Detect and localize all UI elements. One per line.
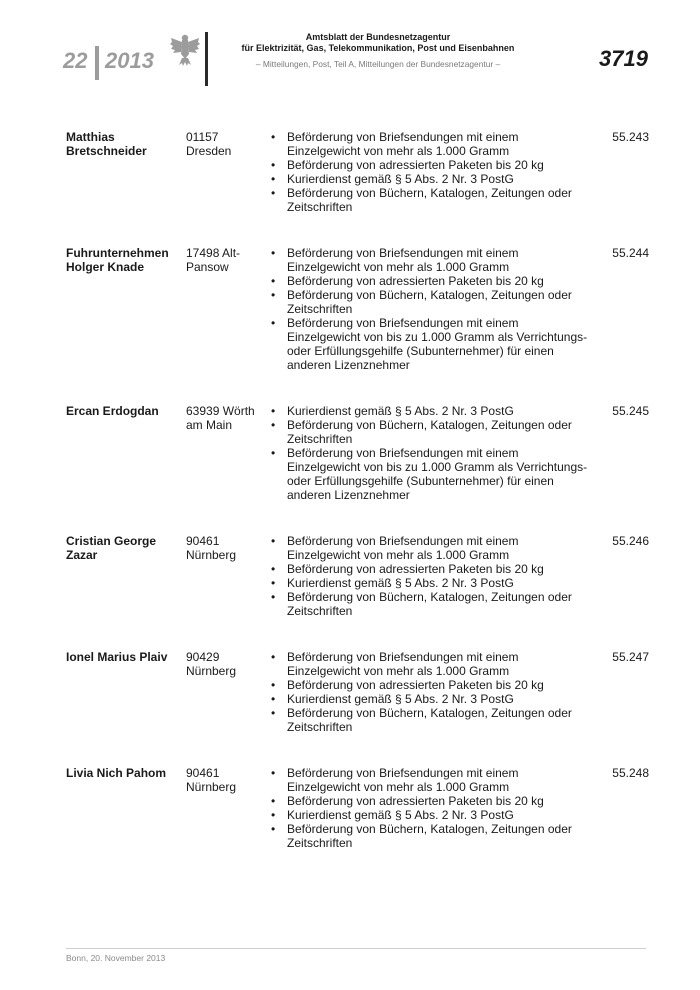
footer-date: Bonn, 20. November 2013 <box>66 953 166 963</box>
service-item: • Beförderung von Briefsendungen mit einem Einzelgewicht von mehr als 1.000 Gramm <box>269 650 589 678</box>
license-entry <box>66 766 656 850</box>
header-title-line2: für Elektrizität, Gas, Telekommunikation, Post und Eisenbahnen <box>241 43 515 53</box>
service-item: • Beförderung von Briefsendungen mit einem Einzelgewicht von bis zu 1.000 Gramm als Verrichtungs- oder Erfüllungsgehilfe (Subunternehmer) für einen anderen Lizenznehmer <box>269 316 589 372</box>
registration-number: 55.248 <box>612 766 649 780</box>
service-item: • Beförderung von adressierten Paketen bis 20 kg <box>269 678 589 692</box>
service-item: • Beförderung von Briefsendungen mit einem Einzelgewicht von mehr als 1.000 Gramm <box>269 130 589 158</box>
licensee-location: 17498 Alt-Pansow <box>186 246 241 274</box>
licensee-name: Livia Nich Pahom <box>66 766 167 780</box>
service-item: • Beförderung von Briefsendungen mit einem Einzelgewicht von bis zu 1.000 Gramm als Verrichtungs- oder Erfüllungsgehilfe (Subunternehmer) für einen anderen Lizenznehmer <box>269 446 589 502</box>
licensee-location: 01157 Dresden <box>186 130 232 158</box>
issue-year: 2013 <box>105 48 154 73</box>
licensee-name: Matthias Bretschneider <box>66 130 147 158</box>
license-entry <box>66 246 656 372</box>
registration-number: 55.243 <box>612 130 649 144</box>
service-list <box>269 534 589 618</box>
service-item: • Kurierdienst gemäß § 5 Abs. 2 Nr. 3 PostG <box>269 576 589 590</box>
service-item: • Beförderung von adressierten Paketen bis 20 kg <box>269 562 589 576</box>
page-number: 3719 <box>599 46 648 71</box>
service-item: • Beförderung von Büchern, Katalogen, Zeitungen oder Zeitschriften <box>269 186 589 214</box>
header-divider <box>205 32 208 86</box>
licensee-location: 90461 Nürnberg <box>186 534 237 562</box>
licensee-name: Cristian George Zazar <box>66 534 157 562</box>
registration-number: 55.247 <box>612 650 649 664</box>
license-entry <box>66 650 656 734</box>
service-item: • Beförderung von adressierten Paketen bis 20 kg <box>269 274 589 288</box>
licensee-name: Ionel Marius Plaiv <box>66 650 168 664</box>
issue-number: 22 <box>63 48 88 73</box>
service-item: • Kurierdienst gemäß § 5 Abs. 2 Nr. 3 PostG <box>269 172 589 186</box>
service-item: • Beförderung von Büchern, Katalogen, Zeitungen oder Zeitschriften <box>269 706 589 734</box>
service-item: • Kurierdienst gemäß § 5 Abs. 2 Nr. 3 PostG <box>269 692 589 706</box>
licensee-name: Ercan Erdogdan <box>66 404 159 418</box>
service-item: • Kurierdienst gemäß § 5 Abs. 2 Nr. 3 PostG <box>269 808 589 822</box>
licensee-location: 90461 Nürnberg <box>186 766 237 794</box>
license-entry <box>66 534 656 618</box>
service-item: • Beförderung von adressierten Paketen bis 20 kg <box>269 158 589 172</box>
service-item: • Beförderung von Büchern, Katalogen, Zeitungen oder Zeitschriften <box>269 288 589 316</box>
license-entry <box>66 404 656 502</box>
header-title: Amtsblatt der Bundesnetzagentur <box>305 32 451 42</box>
registration-number: 55.246 <box>612 534 649 548</box>
service-item: • Kurierdienst gemäß § 5 Abs. 2 Nr. 3 PostG <box>269 404 589 418</box>
service-list <box>269 650 589 734</box>
service-list <box>269 766 589 850</box>
footer-divider <box>66 948 646 949</box>
service-list <box>269 130 589 214</box>
service-item: • Beförderung von adressierten Paketen bis 20 kg <box>269 794 589 808</box>
header-subtitle: – Mitteilungen, Post, Teil A, Mitteilungen der Bundesnetzagentur – <box>255 59 501 69</box>
service-item: • Beförderung von Briefsendungen mit einem Einzelgewicht von mehr als 1.000 Gramm <box>269 766 589 794</box>
service-list <box>269 404 589 502</box>
registration-number: 55.245 <box>612 404 649 418</box>
service-item: • Beförderung von Briefsendungen mit einem Einzelgewicht von mehr als 1.000 Gramm <box>269 534 589 562</box>
federal-eagle-icon <box>169 32 201 68</box>
licensee-location: 90429 Nürnberg <box>186 650 237 678</box>
issue-divider <box>95 46 99 80</box>
service-item: • Beförderung von Büchern, Katalogen, Zeitungen oder Zeitschriften <box>269 590 589 618</box>
license-entry <box>66 130 656 214</box>
service-item: • Beförderung von Briefsendungen mit einem Einzelgewicht von mehr als 1.000 Gramm <box>269 246 589 274</box>
service-item: • Beförderung von Büchern, Katalogen, Zeitungen oder Zeitschriften <box>269 822 589 850</box>
licensee-name: Fuhrunternehmen Holger Knade <box>66 246 169 274</box>
service-item: • Beförderung von Büchern, Katalogen, Zeitungen oder Zeitschriften <box>269 418 589 446</box>
licensee-location: 63939 Wörth am Main <box>186 404 255 432</box>
service-list <box>269 246 589 372</box>
registration-number: 55.244 <box>612 246 649 260</box>
license-list <box>66 130 656 882</box>
